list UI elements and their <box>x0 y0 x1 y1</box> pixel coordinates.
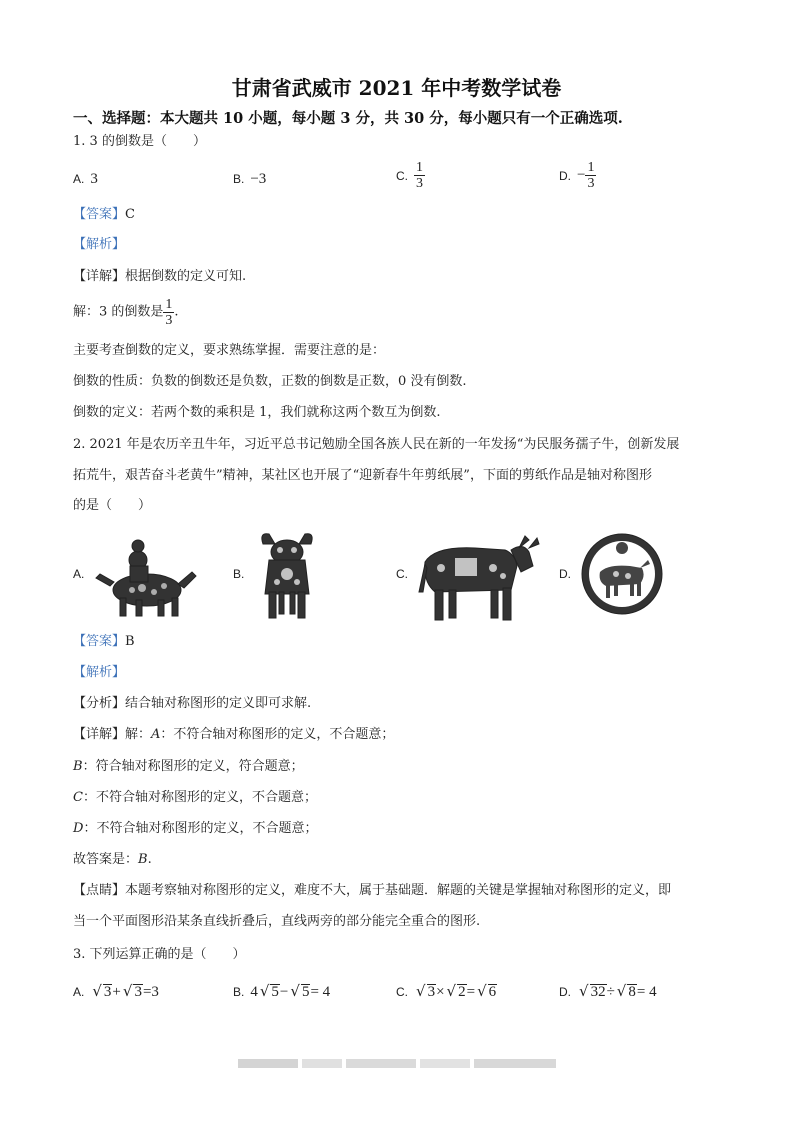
q3-option-d: D. √ 32÷ √ 8= 4 <box>559 982 657 1000</box>
result: = 4 <box>636 984 657 1000</box>
q1-stem: 1. 3 的倒数是（ ） <box>73 134 206 149</box>
papercut-ox-with-rider-image <box>92 528 200 618</box>
option-key: C <box>73 790 83 805</box>
option-key: D <box>73 821 84 836</box>
option-label: C. <box>396 567 408 581</box>
answer-tag: 【答案】 <box>73 207 126 222</box>
q2-answer <box>73 633 135 651</box>
q2-comment-line2: 当一个平面图形沿某条直线折叠后，直线两旁的部分能完全重合的图形. <box>73 914 481 929</box>
q2-comment-line1: 【点睛】本题考察轴对称图形的定义，难度不大，属于基础题．解题的关键是掌握轴对称图形的定义，即 <box>73 883 672 898</box>
q1-option-b <box>233 171 266 188</box>
q1-answer <box>73 206 135 224</box>
conclusion-key: B <box>138 852 148 867</box>
answer-tag: 【答案】 <box>73 634 126 649</box>
operator: × <box>436 984 445 1000</box>
papercut-ox-symmetric-image <box>255 530 319 622</box>
option-key: B <box>73 759 83 774</box>
q2-option-d-label <box>559 567 577 582</box>
option-key: A <box>151 727 161 742</box>
option-label: A. <box>73 567 85 581</box>
radicand: 5 <box>301 984 310 1000</box>
radicand: 6 <box>488 984 497 1000</box>
radicand: 3 <box>134 984 142 1000</box>
q2-option-a-label <box>73 567 90 582</box>
q3-option-c: C. √ 3× √ 2= √ 6 <box>396 982 497 1000</box>
q3-option-b: B. 4 √ 5− √ 5= 4 <box>233 982 331 1000</box>
numerator: 1 <box>165 297 173 312</box>
q3-stem: 3. 下列运算正确的是（ ） <box>73 947 246 962</box>
q1-note-2: 倒数的性质：负数的倒数还是负数，正数的倒数是正数，0 没有倒数. <box>73 374 467 389</box>
conclusion-suffix: . <box>147 852 152 867</box>
q2-stem-line3: 的是（ ） <box>73 498 152 513</box>
option-label: B. <box>233 567 245 581</box>
q2-stem-line2: 拓荒牛，艰苦奋斗老黄牛”精神，某社区也开展了“迎新春牛年剪纸展”，下面的剪纸作品是轴对称图形 <box>73 468 652 483</box>
option-value: −3 <box>250 171 267 187</box>
minus-sign: − <box>577 167 586 183</box>
q2-detail-d <box>73 820 317 838</box>
q2-detail-b <box>73 758 304 776</box>
radicand: 3 <box>103 984 112 1000</box>
q2-detail-c <box>73 789 317 807</box>
option-label: A. <box>73 172 85 186</box>
result: =3 <box>142 984 159 1000</box>
fraction <box>163 297 174 328</box>
detail-text: ：符合轴对称图形的定义，符合题意； <box>82 759 304 774</box>
radicand: 2 <box>458 984 466 1000</box>
radicand: 32 <box>590 984 606 1000</box>
fraction <box>414 160 425 191</box>
option-label: B. <box>233 985 245 999</box>
option-label: C. <box>396 168 408 183</box>
option-label: D. <box>559 985 571 999</box>
blurred-footer-watermark <box>238 1055 556 1071</box>
q1-detail: 【详解】根据倒数的定义可知. <box>73 269 247 284</box>
detail-text: ：不符合轴对称图形的定义，不合题意； <box>83 821 318 836</box>
section-heading: 一、选择题：本大题共 10 小题，每小题 3 分，共 30 分，每小题只有一个正确选项. <box>73 110 623 127</box>
q1-option-d <box>559 160 596 191</box>
radicand: 3 <box>427 984 436 1000</box>
option-value: 3 <box>90 171 98 187</box>
numerator: 1 <box>416 160 423 175</box>
fraction <box>585 160 596 191</box>
q2-option-b-label <box>233 567 250 582</box>
q2-detail-a <box>73 726 394 744</box>
conclusion-prefix: 故答案是： <box>73 852 139 867</box>
answer-value: C <box>125 207 135 222</box>
q1-solution <box>73 297 179 328</box>
solution-text: 解：3 的倒数是 <box>73 304 164 320</box>
q1-note-1: 主要考查倒数的定义，要求熟练掌握．需要注意的是： <box>73 343 386 358</box>
option-label: B. <box>233 172 245 186</box>
operator: − <box>279 984 289 1000</box>
radicand: 8 <box>628 984 636 1000</box>
denominator: 3 <box>165 313 173 328</box>
solution-end: . <box>174 304 179 320</box>
q3-option-a: A. √ 3+ √ 3=3 <box>73 982 159 1000</box>
result: = 4 <box>310 984 331 1000</box>
equals: = <box>466 984 476 1000</box>
option-label: D. <box>559 567 571 581</box>
q2-conclusion <box>73 851 152 869</box>
operator: ÷ <box>606 984 615 1000</box>
coefficient: 4 <box>250 984 258 1000</box>
detail-prefix: 【详解】解： <box>73 727 152 742</box>
papercut-ox-standing-image <box>415 532 541 624</box>
answer-value: B <box>125 634 135 649</box>
page-title: 甘肃省武威市 2021 年中考数学试卷 <box>231 76 562 100</box>
operator: + <box>112 984 121 1000</box>
q2-stem-line1: 2. 2021 年是农历辛丑牛年，习近平总书记勉励全国各族人民在新的一年发扬“为民服务孺子牛，创新发展 <box>73 437 680 452</box>
option-label: A. <box>73 985 85 999</box>
q1-option-a <box>73 171 98 188</box>
detail-text: ：不符合轴对称图形的定义，不合题意； <box>82 790 317 805</box>
q1-option-c <box>396 160 425 191</box>
denominator: 3 <box>587 176 595 191</box>
q1-analysis-tag: 【解析】 <box>73 237 126 252</box>
papercut-round-ox-image <box>580 532 664 616</box>
denominator: 3 <box>416 176 423 191</box>
q2-analysis: 【分析】结合轴对称图形的定义即可求解. <box>73 696 312 711</box>
option-label: C. <box>396 985 408 999</box>
detail-text: ：不符合轴对称图形的定义，不合题意； <box>160 727 395 742</box>
q1-note-3: 倒数的定义：若两个数的乘积是 1，我们就称这两个数互为倒数. <box>73 405 441 420</box>
numerator: 1 <box>587 160 595 175</box>
q2-option-c-label <box>396 567 414 582</box>
radicand: 5 <box>271 984 279 1000</box>
option-label: D. <box>559 168 571 183</box>
q2-analysis-tag: 【解析】 <box>73 665 126 680</box>
